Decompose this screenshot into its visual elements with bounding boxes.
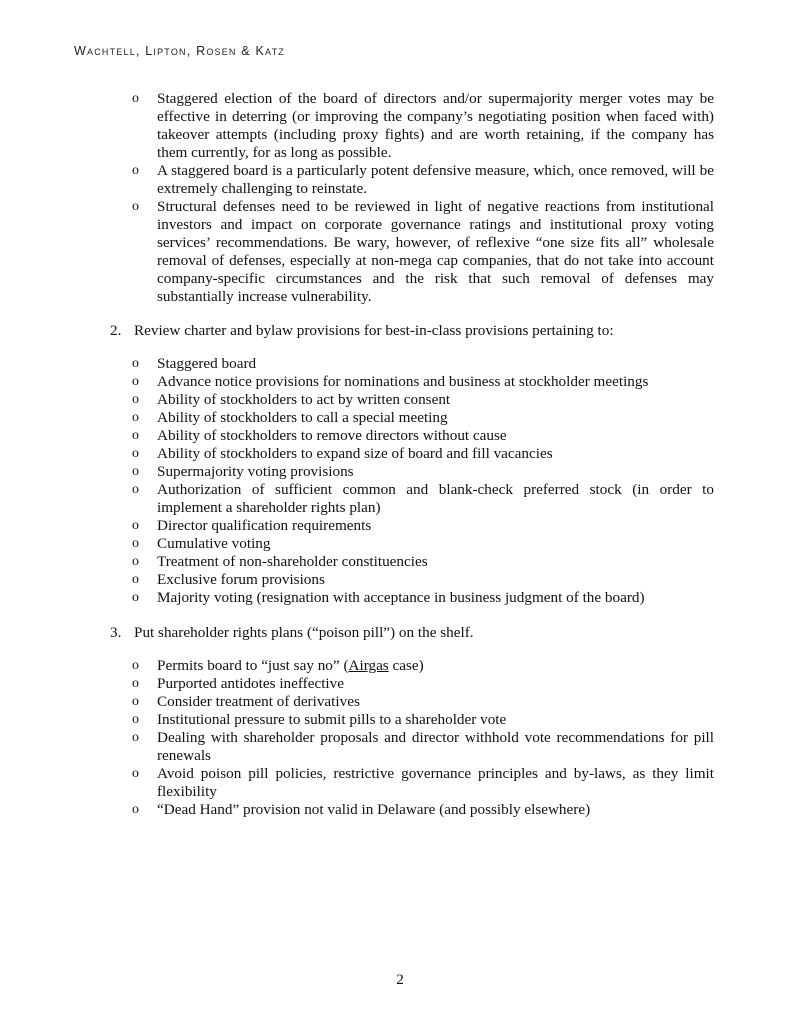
list-item: o Exclusive forum provisions (132, 571, 325, 588)
list-item: o Ability of stockholders to call a special meeting (132, 409, 448, 426)
bullet-marker: o (132, 712, 139, 727)
list-item: o A staggered board is a particularly potent defensive measure, which, once removed, will be extremely challenging to reinstate. (132, 162, 714, 197)
bullet-marker: o (132, 536, 139, 551)
bullet-marker: o (132, 554, 139, 569)
bullet-marker: o (132, 694, 139, 709)
item-number: 2. (110, 322, 122, 339)
case-name-underlined: Airgas (348, 657, 389, 674)
item-title: Put shareholder rights plans (“poison pill”) on the shelf. (134, 624, 474, 641)
list-item: o Avoid poison pill policies, restrictive governance principles and by-laws, as they limit flexibility (132, 765, 714, 800)
list-item: o Cumulative voting (132, 535, 271, 552)
list-item: o Ability of stockholders to remove directors without cause (132, 427, 507, 444)
bullet-marker: o (132, 676, 139, 691)
bullet-marker: o (132, 446, 139, 461)
list-item: o Ability of stockholders to expand size of board and fill vacancies (132, 445, 553, 462)
bullet-marker: o (132, 91, 139, 106)
bullet-marker: o (132, 392, 139, 407)
bullet-marker: o (132, 730, 139, 745)
bullet-marker: o (132, 428, 139, 443)
bullet-marker: o (132, 658, 139, 673)
firm-header: Wachtell, Lipton, Rosen & Katz (74, 44, 285, 58)
bullet-marker: o (132, 356, 139, 371)
bullet-marker: o (132, 802, 139, 817)
list-item: o Director qualification requirements (132, 517, 372, 534)
list-item: o Supermajority voting provisions (132, 463, 354, 480)
list-item: o Permits board to “just say no” (Airgas case) (132, 657, 424, 674)
list-item: o Structural defenses need to be reviewed in light of negative reactions from institutional investors and impact on corporate governance ratings and institutional proxy voting services’ recommendations. Be wary, however, of reflexive “one size fits all” wholesale removal of defenses, especially at non-mega cap companies, that do not take into account company-specific circumstances and the risk that such removal of defenses may substantially increase vulnerability. (132, 198, 714, 305)
bullet-marker: o (132, 199, 139, 214)
list-item: o Dealing with shareholder proposals and director withhold vote recommendations for pill renewals (132, 729, 714, 764)
bullet-marker: o (132, 590, 139, 605)
page-number: 2 (396, 971, 404, 988)
item-title: Review charter and bylaw provisions for best-in-class provisions pertaining to: (134, 322, 614, 339)
bullet-marker: o (132, 163, 139, 178)
bullet-marker: o (132, 572, 139, 587)
item-number: 3. (110, 624, 122, 641)
list-item: o Advance notice provisions for nominations and business at stockholder meetings (132, 373, 649, 390)
list-item: o Consider treatment of derivatives (132, 693, 360, 710)
bullet-marker: o (132, 464, 139, 479)
bullet-marker: o (132, 518, 139, 533)
intro-bullets (132, 90, 714, 306)
list-item: o Majority voting (resignation with acceptance in business judgment of the board) (132, 589, 645, 606)
list-item: o “Dead Hand” provision not valid in Delaware (and possibly elsewhere) (132, 801, 591, 818)
list-item: o Staggered board (132, 355, 257, 372)
bullet-marker: o (132, 482, 139, 497)
bullet-marker: o (132, 410, 139, 425)
item-3-bullets (132, 657, 714, 819)
list-item: o Staggered election of the board of directors and/or supermajority merger votes may be effective in deterring (or improving the company’s negotiating position when faced with) takeover attempts (including proxy fights) and are worth retaining, if the company has them currently, for as long as possible. (132, 90, 714, 161)
item-2-bullets (132, 355, 714, 607)
bullet-marker: o (132, 374, 139, 389)
bullet-marker: o (132, 766, 139, 781)
list-item: o Institutional pressure to submit pills to a shareholder vote (132, 711, 507, 728)
list-item: o Purported antidotes ineffective (132, 675, 344, 692)
list-item: o Authorization of sufficient common and blank-check preferred stock (in order to implement a shareholder rights plan) (132, 481, 714, 516)
list-item: o Ability of stockholders to act by written consent (132, 391, 451, 408)
list-item: o Treatment of non-shareholder constituencies (132, 553, 428, 570)
